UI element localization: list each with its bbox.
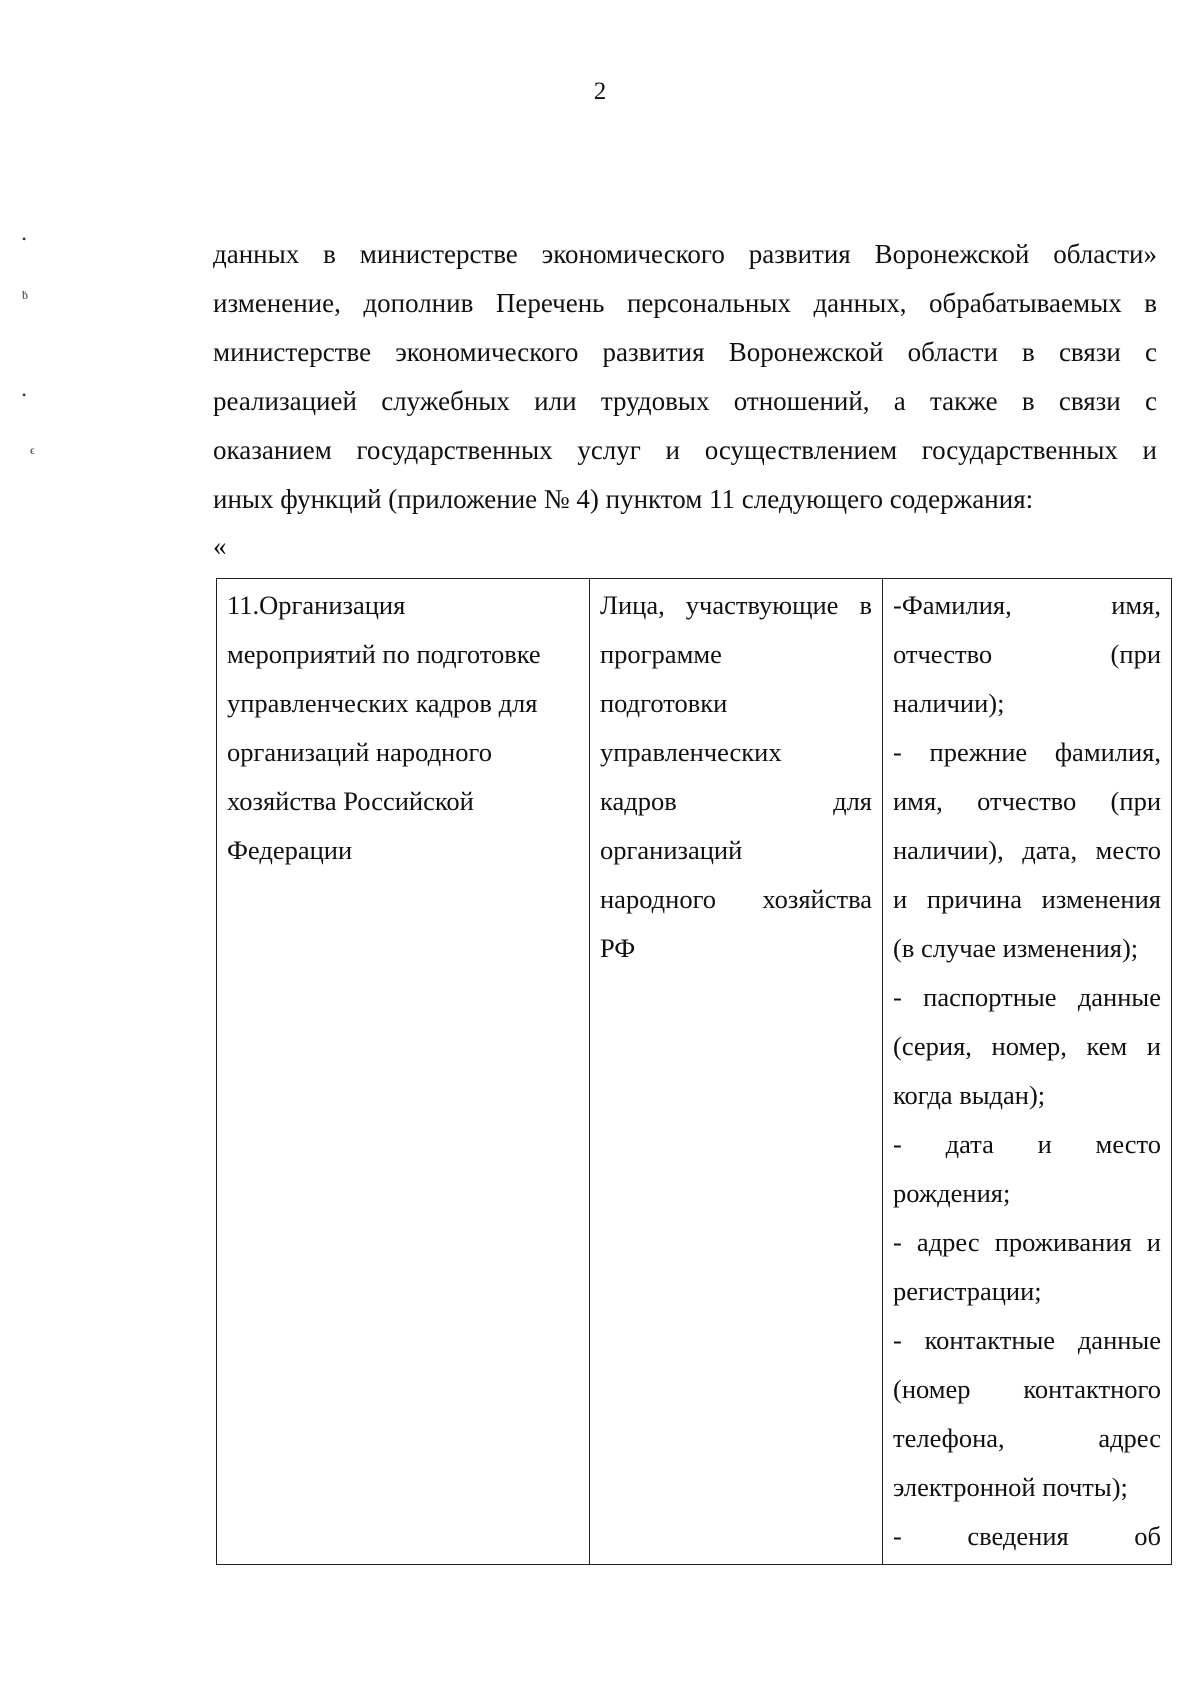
cell-line: мероприятий по подготовке	[227, 639, 541, 669]
cell-line: - контактные данные	[893, 1325, 1161, 1355]
cell-line: подготовки	[600, 688, 728, 718]
cell-line: когда выдан);	[893, 1080, 1046, 1110]
cell-line: кадров для	[600, 786, 872, 816]
cell-line: (в случае изменения);	[893, 933, 1139, 963]
data-list-cell	[883, 579, 1172, 1565]
paragraph-line: иных функций (приложение № 4) пунктом 11 следующего содержания:	[213, 484, 1034, 514]
cell-line: - прежние фамилия,	[893, 737, 1161, 767]
cell-line: и причина изменения	[893, 884, 1161, 914]
margin-mark: •	[22, 232, 27, 246]
margin-mark: •	[22, 388, 27, 402]
cell-line: телефона, адрес	[893, 1423, 1161, 1453]
activity-cell	[217, 579, 590, 1565]
cell-line: 11.Организация	[227, 590, 406, 620]
cell-line: организаций	[600, 835, 743, 865]
cell-line: наличии), дата, место	[893, 835, 1161, 865]
subjects-cell	[590, 579, 883, 1565]
cell-line: хозяйства Российской	[227, 786, 474, 816]
cell-line: -Фамилия, имя,	[893, 590, 1161, 620]
cell-line: Лица, участвующие в	[600, 590, 872, 620]
paragraph-line: министерстве экономического развития Воронежской области в связи с	[213, 337, 1157, 367]
paragraph-line: данных в министерстве экономического развития Воронежской области»	[213, 239, 1157, 269]
cell-line: наличии);	[893, 688, 1005, 718]
opening-quote: «	[213, 531, 227, 561]
page-number: 2	[593, 78, 607, 105]
cell-line: электронной почты);	[893, 1472, 1128, 1502]
cell-line: Федерации	[227, 835, 353, 865]
margin-mark: ϵ	[30, 443, 35, 457]
cell-line: - паспортные данные	[893, 982, 1161, 1012]
cell-line: народного хозяйства	[600, 884, 872, 914]
body-paragraph	[213, 230, 1157, 524]
entry-table	[216, 578, 1172, 1565]
cell-line: - дата и место	[893, 1129, 1161, 1159]
margin-mark: ḃ	[22, 288, 28, 302]
paragraph-line: оказанием государственных услуг и осуществлением государственных и	[213, 435, 1157, 465]
cell-line: (номер контактного	[893, 1374, 1161, 1404]
cell-line: программе	[600, 639, 722, 669]
cell-line: РФ	[600, 933, 636, 963]
cell-line: (серия, номер, кем и	[893, 1031, 1161, 1061]
cell-line: рождения;	[893, 1178, 1011, 1208]
table-row	[217, 579, 1172, 1565]
paragraph-line: реализацией служебных или трудовых отношений, а также в связи с	[213, 386, 1157, 416]
cell-line: управленческих	[600, 737, 782, 767]
cell-line: - адрес проживания и	[893, 1227, 1161, 1257]
cell-line: имя, отчество (при	[893, 786, 1161, 816]
paragraph-line: изменение, дополнив Перечень персональных данных, обрабатываемых в	[213, 288, 1157, 318]
cell-line: - сведения об	[893, 1521, 1161, 1551]
cell-line: управленческих кадров для	[227, 688, 538, 718]
cell-line: отчество (при	[893, 639, 1161, 669]
cell-line: регистрации;	[893, 1276, 1042, 1306]
cell-line: организаций народного	[227, 737, 492, 767]
